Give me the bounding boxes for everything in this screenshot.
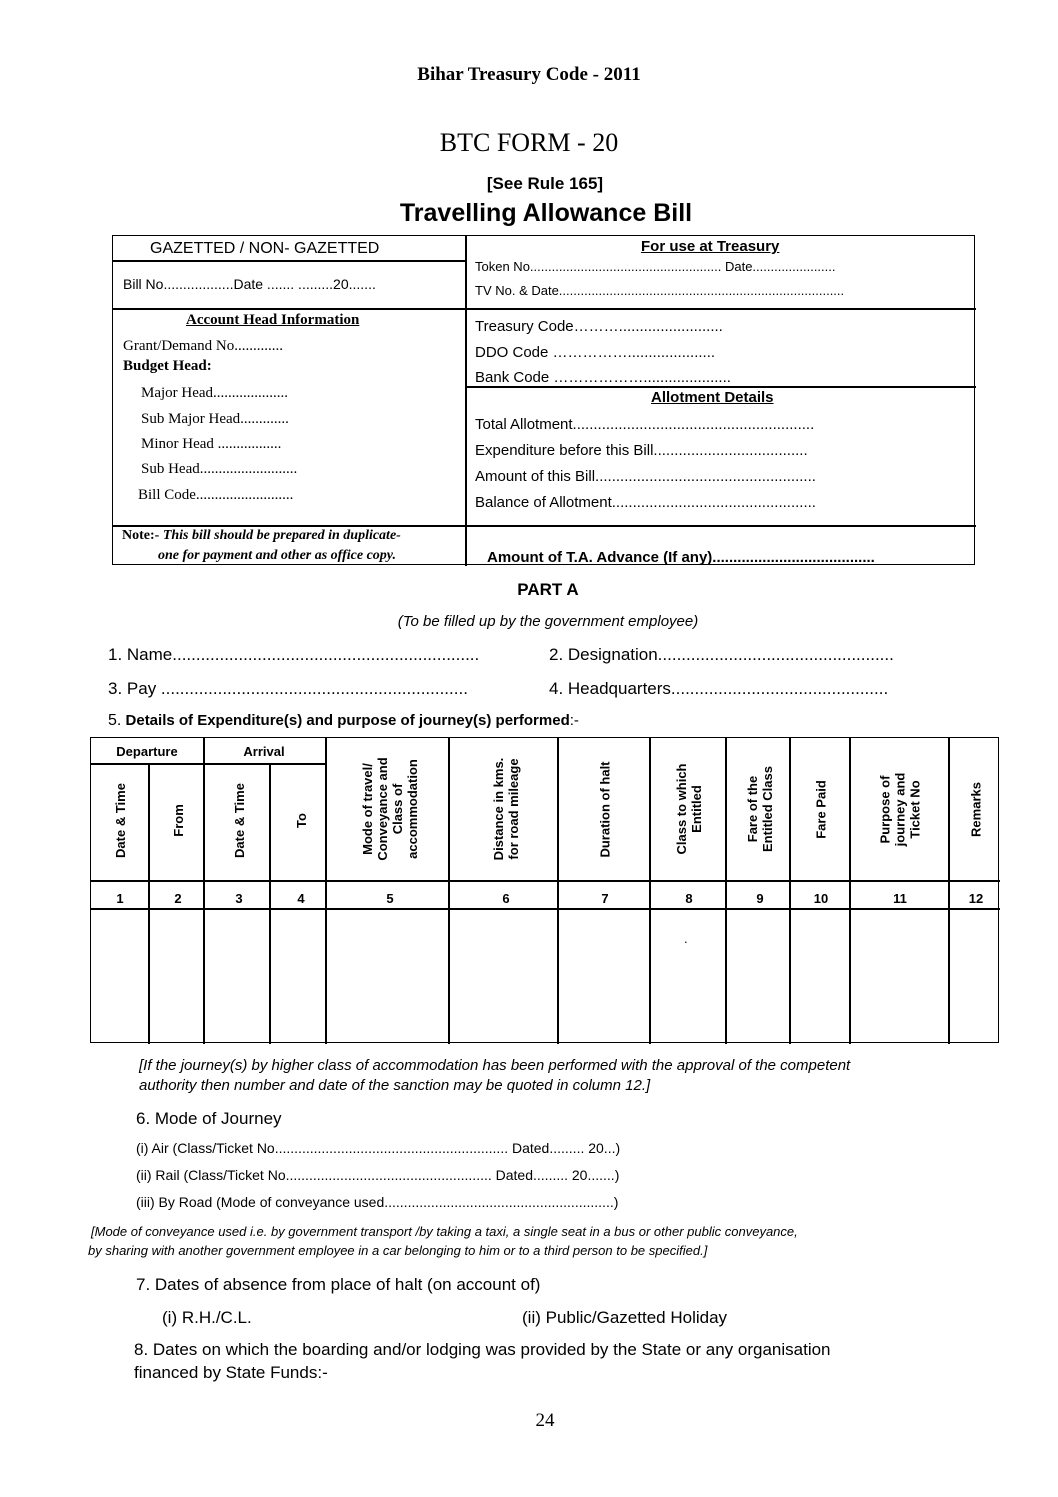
stray-mark: . bbox=[684, 931, 688, 946]
form-number: BTC FORM - 20 bbox=[439, 128, 619, 157]
table-col-line bbox=[557, 738, 559, 1044]
column-header: From bbox=[170, 804, 186, 837]
column-number: 2 bbox=[174, 891, 182, 906]
table-col-line bbox=[203, 738, 205, 1044]
column-number: 5 bbox=[386, 891, 394, 906]
total-allotment-field: Total Allotment.......................................................... bbox=[475, 416, 815, 433]
part-a-subtitle: (To be filled up by the government employee) bbox=[397, 613, 699, 630]
details-heading bbox=[108, 712, 579, 730]
account-head-heading: Account Head Information bbox=[186, 312, 360, 328]
budget-head-label: Budget Head: bbox=[123, 358, 212, 374]
column-header: Class to which Entitled bbox=[674, 763, 704, 855]
column-number: 12 bbox=[968, 891, 984, 906]
divider bbox=[113, 260, 465, 262]
column-number: 4 bbox=[297, 891, 305, 906]
column-header: Remarks bbox=[968, 781, 984, 837]
major-head-field: Major Head.................... bbox=[141, 385, 289, 401]
holiday-field: (ii) Public/Gazetted Holiday bbox=[522, 1308, 728, 1327]
rail-journey-field: (ii) Rail (Class/Ticket No..................................................... Dated......... 20.......) bbox=[136, 1167, 620, 1183]
table-col-line bbox=[725, 738, 727, 1044]
column-header: Date & Time bbox=[112, 783, 128, 858]
column-header: Duration of halt bbox=[597, 760, 613, 858]
arrival-group-header: Arrival bbox=[243, 744, 285, 759]
divider bbox=[113, 308, 976, 310]
mode-of-journey-title: 6. Mode of Journey bbox=[136, 1109, 282, 1128]
air-journey-field: (i) Air (Class/Ticket No............................................................ Dated......... 20...) bbox=[136, 1140, 621, 1156]
table-col-line bbox=[948, 738, 950, 1044]
boarding-line-1: 8. Dates on which the boarding and/or lodging was provided by the State or any organisation bbox=[134, 1340, 831, 1359]
table-col-line bbox=[789, 738, 791, 1044]
treasury-code-field: Treasury Code………......................... bbox=[475, 318, 723, 335]
page-number: 24 bbox=[535, 1410, 555, 1431]
column-header: To bbox=[293, 813, 309, 828]
headquarters-field: 4. Headquarters.............................................. bbox=[549, 679, 889, 698]
gazetted-label: GAZETTED / NON- GAZETTED bbox=[150, 240, 380, 257]
table-row-line bbox=[91, 908, 1000, 910]
divider bbox=[465, 236, 467, 566]
higher-class-note-1: [If the journey(s) by higher class of accommodation has been performed with the approval of the competent bbox=[139, 1057, 851, 1074]
column-header: Fare of the Entitled Class bbox=[745, 766, 775, 852]
name-field: 1. Name................................................................. bbox=[108, 645, 480, 664]
column-number: 9 bbox=[756, 891, 764, 906]
table-col-line bbox=[448, 738, 450, 1044]
column-header: Date & Time bbox=[231, 783, 247, 858]
rule-reference: [See Rule 165] bbox=[486, 174, 604, 193]
tv-no-field: TV No. & Date............................................................................... bbox=[475, 283, 845, 298]
conveyance-note-2: by sharing with another government employee in a car belonging to him or to a third person to be specified.] bbox=[88, 1243, 708, 1258]
bank-code-field: Bank Code ………………..................... bbox=[475, 369, 731, 386]
column-number: 8 bbox=[685, 891, 693, 906]
expenditure-table bbox=[90, 737, 999, 1043]
designation-field: 2. Designation.................................................. bbox=[549, 645, 894, 664]
table-row-line bbox=[91, 880, 1000, 882]
pay-field: 3. Pay ................................................................. bbox=[108, 679, 468, 698]
column-number: 11 bbox=[893, 891, 907, 906]
column-header: Mode of travel/ Conveyance and Class of accommodation bbox=[360, 757, 420, 861]
bill-header-box bbox=[112, 235, 975, 565]
note-line-2: one for payment and other as office copy. bbox=[158, 548, 396, 563]
column-number: 1 bbox=[116, 891, 124, 906]
divider bbox=[113, 525, 976, 527]
part-a-title: PART A bbox=[517, 580, 579, 599]
code-title: Bihar Treasury Code - 2011 bbox=[417, 64, 641, 85]
column-number: 3 bbox=[235, 891, 243, 906]
departure-group-header: Departure bbox=[116, 744, 178, 759]
minor-head-field: Minor Head ................. bbox=[141, 436, 282, 452]
ddo-code-field: DDO Code ……………..................... bbox=[475, 344, 716, 361]
table-col-line bbox=[269, 763, 271, 1044]
balance-allotment-field: Balance of Allotment................................................. bbox=[475, 494, 816, 511]
note-line-1 bbox=[122, 528, 401, 544]
note-label: Note:- bbox=[122, 528, 160, 543]
table-col-line bbox=[849, 738, 851, 1044]
expenditure-before-field: Expenditure before this Bill..................................... bbox=[475, 442, 808, 459]
allotment-details-heading: Allotment Details bbox=[651, 389, 774, 406]
bill-no-field: Bill No..................Date ....... .........20....... bbox=[123, 276, 376, 292]
sub-head-field: Sub Head.......................... bbox=[141, 461, 298, 477]
table-col-line bbox=[325, 738, 327, 1044]
treasury-use-heading: For use at Treasury bbox=[641, 238, 780, 255]
column-number: 7 bbox=[601, 891, 609, 906]
absence-title: 7. Dates of absence from place of halt (on account of) bbox=[136, 1275, 541, 1294]
grant-demand-field: Grant/Demand No............. bbox=[123, 338, 283, 354]
boarding-line-2: financed by State Funds:- bbox=[134, 1363, 328, 1382]
conveyance-note-1: [Mode of conveyance used i.e. by government transport /by taking a taxi, a single seat in a bus or other public conveyance, bbox=[91, 1224, 798, 1239]
note-text-1: This bill should be prepared in duplicate- bbox=[162, 528, 401, 543]
road-journey-field: (iii) By Road (Mode of conveyance used...........................................................) bbox=[136, 1194, 619, 1210]
column-header: Purpose of journey and Ticket No bbox=[877, 772, 923, 846]
token-no-field: Token No..................................................... Date....................... bbox=[475, 259, 836, 274]
details-suffix: :- bbox=[569, 712, 579, 729]
ta-advance-field: Amount of T.A. Advance (If any)....................................... bbox=[487, 549, 875, 566]
rh-cl-field: (i) R.H./C.L. bbox=[162, 1308, 252, 1327]
divider bbox=[465, 386, 976, 388]
higher-class-note-2: authority then number and date of the sanction may be quoted in column 12.] bbox=[139, 1077, 651, 1094]
table-col-line bbox=[649, 738, 651, 1044]
column-number: 10 bbox=[813, 891, 829, 906]
sub-major-head-field: Sub Major Head............. bbox=[141, 411, 289, 427]
column-number: 6 bbox=[502, 891, 510, 906]
bill-code-field: Bill Code.......................... bbox=[138, 487, 294, 503]
bill-title: Travelling Allowance Bill bbox=[399, 199, 693, 227]
details-number: 5. bbox=[108, 712, 122, 729]
table-col-line bbox=[148, 763, 150, 1044]
column-header: Fare Paid bbox=[813, 779, 829, 839]
amount-this-bill-field: Amount of this Bill..................................................... bbox=[475, 468, 816, 485]
column-header: Distance in kms. for road mileage bbox=[491, 757, 521, 861]
details-text: Details of Expenditure(s) and purpose of journey(s) performed bbox=[125, 712, 570, 729]
